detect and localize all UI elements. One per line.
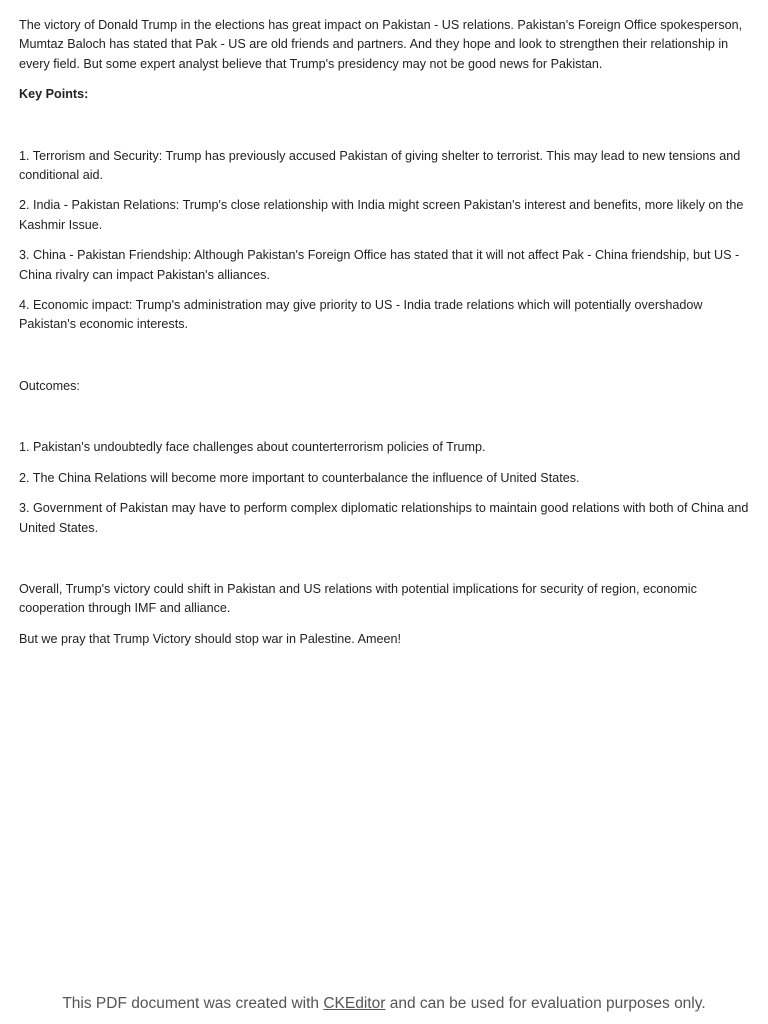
overall-paragraph: Overall, Trump's victory could shift in Pakistan and US relations with potential implications for security of region, economic cooperation through IMF and alliance.	[19, 581, 697, 616]
pdf-footer-notice	[0, 993, 768, 1015]
outcome-item: 3. Government of Pakistan may have to perform complex diplomatic relationships to maintain good relations with both of China and United States.	[19, 501, 749, 535]
outcome-item: 1. Pakistan's undoubtedly face challenges about counterterrorism policies of Trump.	[19, 440, 486, 455]
outcomes-heading: Outcomes:	[19, 378, 80, 393]
key-points-heading: Key Points:	[19, 87, 89, 102]
intro-paragraph: The victory of Donald Trump in the elections has great impact on Pakistan - US relations. Pakistan's Foreign Office spokesperson, Mumtaz Baloch has stated that Pak - US are old friends and partners. And they hope and look to strengthen their relationship in every field. But some expert analyst believe that Trump's presidency may not be good news for Pakistan.	[19, 18, 743, 71]
document-body	[19, 16, 751, 649]
key-point-item: 3. China - Pakistan Friendship: Although Pakistan's Foreign Office has stated that it will not affect Pak - China friendship, but US - China rivalry can impact Pakistan's alliances.	[19, 248, 740, 282]
outcome-item: 2. The China Relations will become more important to counterbalance the influence of United States.	[19, 470, 580, 485]
prayer-paragraph: But we pray that Trump Victory should stop war in Palestine. Ameen!	[19, 631, 401, 646]
ckeditor-link[interactable]: CKEditor	[323, 995, 386, 1012]
footer-suffix: and can be used for evaluation purposes only.	[385, 995, 706, 1012]
key-point-item: 4. Economic impact: Trump's administration may give priority to US - India trade relations which will potentially overshadow Pakistan's economic interests.	[19, 298, 703, 332]
footer-prefix: This PDF document was created with	[62, 995, 324, 1012]
key-point-item: 1. Terrorism and Security: Trump has previously accused Pakistan of giving shelter to terrorist. This may lead to new tensions and conditional aid.	[19, 148, 741, 183]
key-point-item: 2. India - Pakistan Relations: Trump's close relationship with India might screen Pakistan's interest and benefits, more likely on the Kashmir Issue.	[19, 198, 744, 232]
